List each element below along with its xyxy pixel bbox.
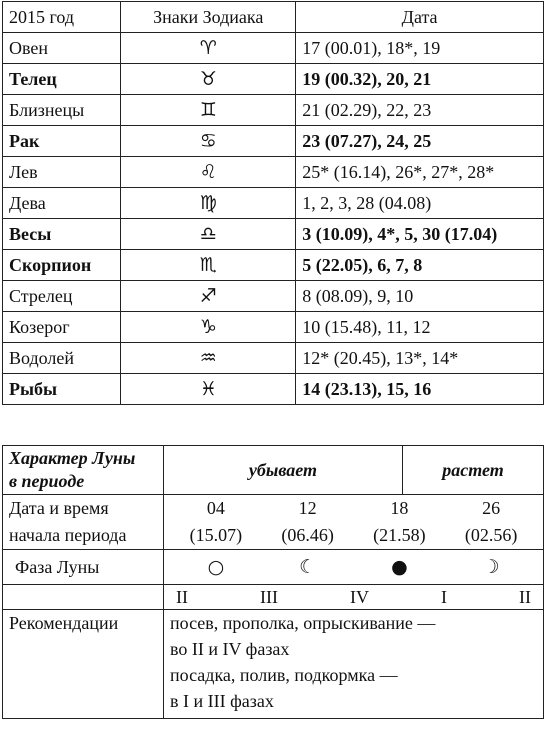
zodiac-symbol-icon: ♑︎ <box>199 316 217 338</box>
zodiac-symbol-icon: ♋︎ <box>199 130 217 152</box>
sign-name: Весы <box>3 219 121 250</box>
sign-name: Рыбы <box>3 374 121 405</box>
period-times <box>170 522 537 549</box>
period-time: (15.07) <box>189 525 243 545</box>
phase-numbers-row <box>3 585 544 610</box>
sign-dates: 14 (23.13), 15, 16 <box>296 374 544 405</box>
period-start-row <box>3 495 544 550</box>
zodiac-symbol-cell <box>121 343 296 374</box>
recommendations-label <box>3 610 164 719</box>
sign-name: Скорпион <box>3 250 121 281</box>
moon-character-label-line2: в периоде <box>9 471 85 491</box>
phase-number: II <box>518 586 531 607</box>
sign-name: Козерог <box>3 312 121 343</box>
period-start-label <box>3 495 164 550</box>
sign-name: Рак <box>3 126 121 157</box>
zodiac-row <box>3 250 544 281</box>
zodiac-symbol-icon: ♓︎ <box>199 378 217 400</box>
zodiac-header-row <box>3 2 544 33</box>
period-day: 04 <box>206 498 225 518</box>
zodiac-row <box>3 64 544 95</box>
moon-phase-icons <box>164 550 544 585</box>
zodiac-symbol-cell <box>121 126 296 157</box>
zodiac-symbol-cell <box>121 95 296 126</box>
year-header: 2015 год <box>3 2 121 33</box>
sign-name: Водолей <box>3 343 121 374</box>
recommendations-label-text: Рекомендации <box>9 613 119 633</box>
period-day: 18 <box>390 498 409 518</box>
phase-number: III <box>260 586 278 607</box>
zodiac-row <box>3 219 544 250</box>
new-moon-icon: ● <box>391 556 408 578</box>
zodiac-row <box>3 157 544 188</box>
zodiac-table <box>2 1 544 405</box>
period-start-label-line2: начала периода <box>9 525 127 545</box>
zodiac-symbol-cell <box>121 312 296 343</box>
period-days <box>170 495 537 522</box>
waning-crescent-icon: ☾ <box>299 556 317 578</box>
zodiac-symbol-cell <box>121 33 296 64</box>
zodiac-symbol-cell <box>121 374 296 405</box>
sign-dates: 23 (07.27), 24, 25 <box>296 126 544 157</box>
zodiac-row <box>3 343 544 374</box>
phase-number: IV <box>349 586 369 607</box>
sign-name: Овен <box>3 33 121 64</box>
zodiac-symbol-icon: ♍︎ <box>199 192 217 214</box>
period-time: (02.56) <box>464 525 518 545</box>
zodiac-row <box>3 374 544 405</box>
sign-dates: 12* (20.45), 13*, 14* <box>296 343 544 374</box>
zodiac-row <box>3 312 544 343</box>
zodiac-symbol-icon: ♐︎ <box>199 285 217 307</box>
sign-name: Стрелец <box>3 281 121 312</box>
date-header: Дата <box>296 2 544 33</box>
recommendations-row <box>3 610 544 719</box>
phase-number: I <box>440 586 447 607</box>
sign-dates: 1, 2, 3, 28 (04.08) <box>296 188 544 219</box>
waxing-crescent-icon: ☽ <box>482 556 500 578</box>
sign-name: Телец <box>3 64 121 95</box>
sign-dates: 21 (02.29), 22, 23 <box>296 95 544 126</box>
recommendations-text <box>164 610 544 719</box>
zodiac-symbol-icon: ♎︎ <box>199 223 217 245</box>
sign-dates: 10 (15.48), 11, 12 <box>296 312 544 343</box>
zodiac-symbol-icon: ♉︎ <box>199 68 217 90</box>
sign-dates: 25* (16.14), 26*, 27*, 28* <box>296 157 544 188</box>
zodiac-row <box>3 33 544 64</box>
moon-phase-row <box>3 550 544 585</box>
recommendation-line: посадка, полив, подкормка — <box>170 665 398 685</box>
moon-character-label <box>3 446 164 495</box>
zodiac-row <box>3 188 544 219</box>
moon-character-row <box>3 446 544 495</box>
sign-dates: 8 (08.09), 9, 10 <box>296 281 544 312</box>
signs-header: Знаки Зодиака <box>121 2 296 33</box>
period-day: 26 <box>482 498 501 518</box>
zodiac-row <box>3 126 544 157</box>
period-time: (06.46) <box>281 525 334 545</box>
sign-name: Лев <box>3 157 121 188</box>
recommendation-line: посев, прополка, опрыскивание — <box>170 613 436 633</box>
phase-number: II <box>176 586 188 607</box>
zodiac-row <box>3 95 544 126</box>
zodiac-symbol-cell <box>121 250 296 281</box>
period-start-values <box>164 495 544 550</box>
zodiac-symbol-icon: ♏︎ <box>199 254 217 276</box>
zodiac-symbol-icon: ♒︎ <box>199 347 217 369</box>
zodiac-symbol-cell <box>121 219 296 250</box>
zodiac-symbol-cell <box>121 64 296 95</box>
moon-character-label-line1: Характер Луны <box>9 448 136 468</box>
moon-phase-label: Фаза Луны <box>3 550 164 585</box>
recommendation-line: во II и IV фазах <box>170 639 290 659</box>
period-start-label-line1: Дата и время <box>9 498 109 518</box>
zodiac-symbol-icon: ♊︎ <box>199 99 217 121</box>
zodiac-symbol-cell <box>121 188 296 219</box>
zodiac-symbol-icon: ♌︎ <box>199 161 217 183</box>
sign-name: Близнецы <box>3 95 121 126</box>
period-day: 12 <box>298 498 317 518</box>
phase-numbers-empty <box>3 585 164 610</box>
sign-dates: 19 (00.32), 20, 21 <box>296 64 544 95</box>
sign-dates: 17 (00.01), 18*, 19 <box>296 33 544 64</box>
period-time: (21.58) <box>373 525 426 545</box>
zodiac-row <box>3 281 544 312</box>
full-moon-icon: ○ <box>207 556 225 578</box>
sign-dates: 5 (22.05), 6, 7, 8 <box>296 250 544 281</box>
phase-numbers <box>164 585 544 610</box>
sign-dates: 3 (10.09), 4*, 5, 30 (17.04) <box>296 219 544 250</box>
waxing-cell: растет <box>403 446 544 495</box>
waning-cell: убывает <box>164 446 403 495</box>
zodiac-symbol-cell <box>121 157 296 188</box>
zodiac-symbol-cell <box>121 281 296 312</box>
recommendation-line: в I и III фазах <box>170 691 274 711</box>
zodiac-symbol-icon: ♈︎ <box>199 37 217 59</box>
moon-table <box>2 445 544 719</box>
sign-name: Дева <box>3 188 121 219</box>
